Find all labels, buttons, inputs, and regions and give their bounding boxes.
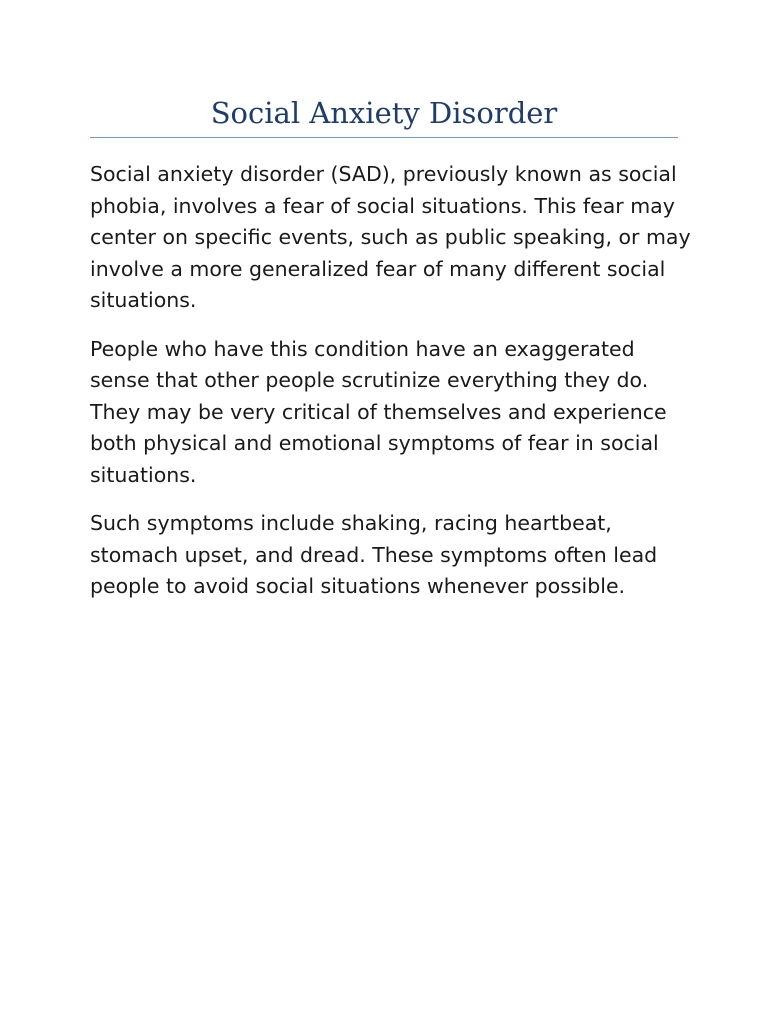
text-line: involve a more generalized fear of many different social	[90, 256, 666, 281]
paragraph-2	[90, 334, 690, 492]
paragraph-3	[90, 508, 690, 603]
text-line: phobia, involves a fear of social situations. This fear may	[90, 193, 675, 218]
paragraph-1	[90, 159, 690, 317]
text-line: stomach upset, and dread. These symptoms often lead	[90, 542, 658, 567]
text-line: people to avoid social situations whenever possible.	[90, 574, 626, 598]
text-line: Social anxiety disorder (SAD), previously known as social	[90, 162, 677, 186]
document-body	[90, 159, 690, 620]
text-line: both physical and emotional symptoms of fear in social	[90, 431, 659, 455]
document-title: Social Anxiety Disorder	[210, 96, 558, 130]
text-line: situations.	[90, 462, 197, 487]
text-line: People who have this condition have an exaggerated	[90, 336, 635, 361]
text-line: center on specific events, such as public speaking, or may	[90, 225, 691, 249]
text-line: They may be very critical of themselves and experience	[90, 399, 667, 424]
title-divider	[90, 137, 678, 138]
text-line: Such symptoms include shaking, racing heartbeat,	[90, 511, 612, 535]
text-line: sense that other people scrutinize everything they do.	[90, 368, 649, 392]
text-line: situations.	[90, 288, 197, 312]
